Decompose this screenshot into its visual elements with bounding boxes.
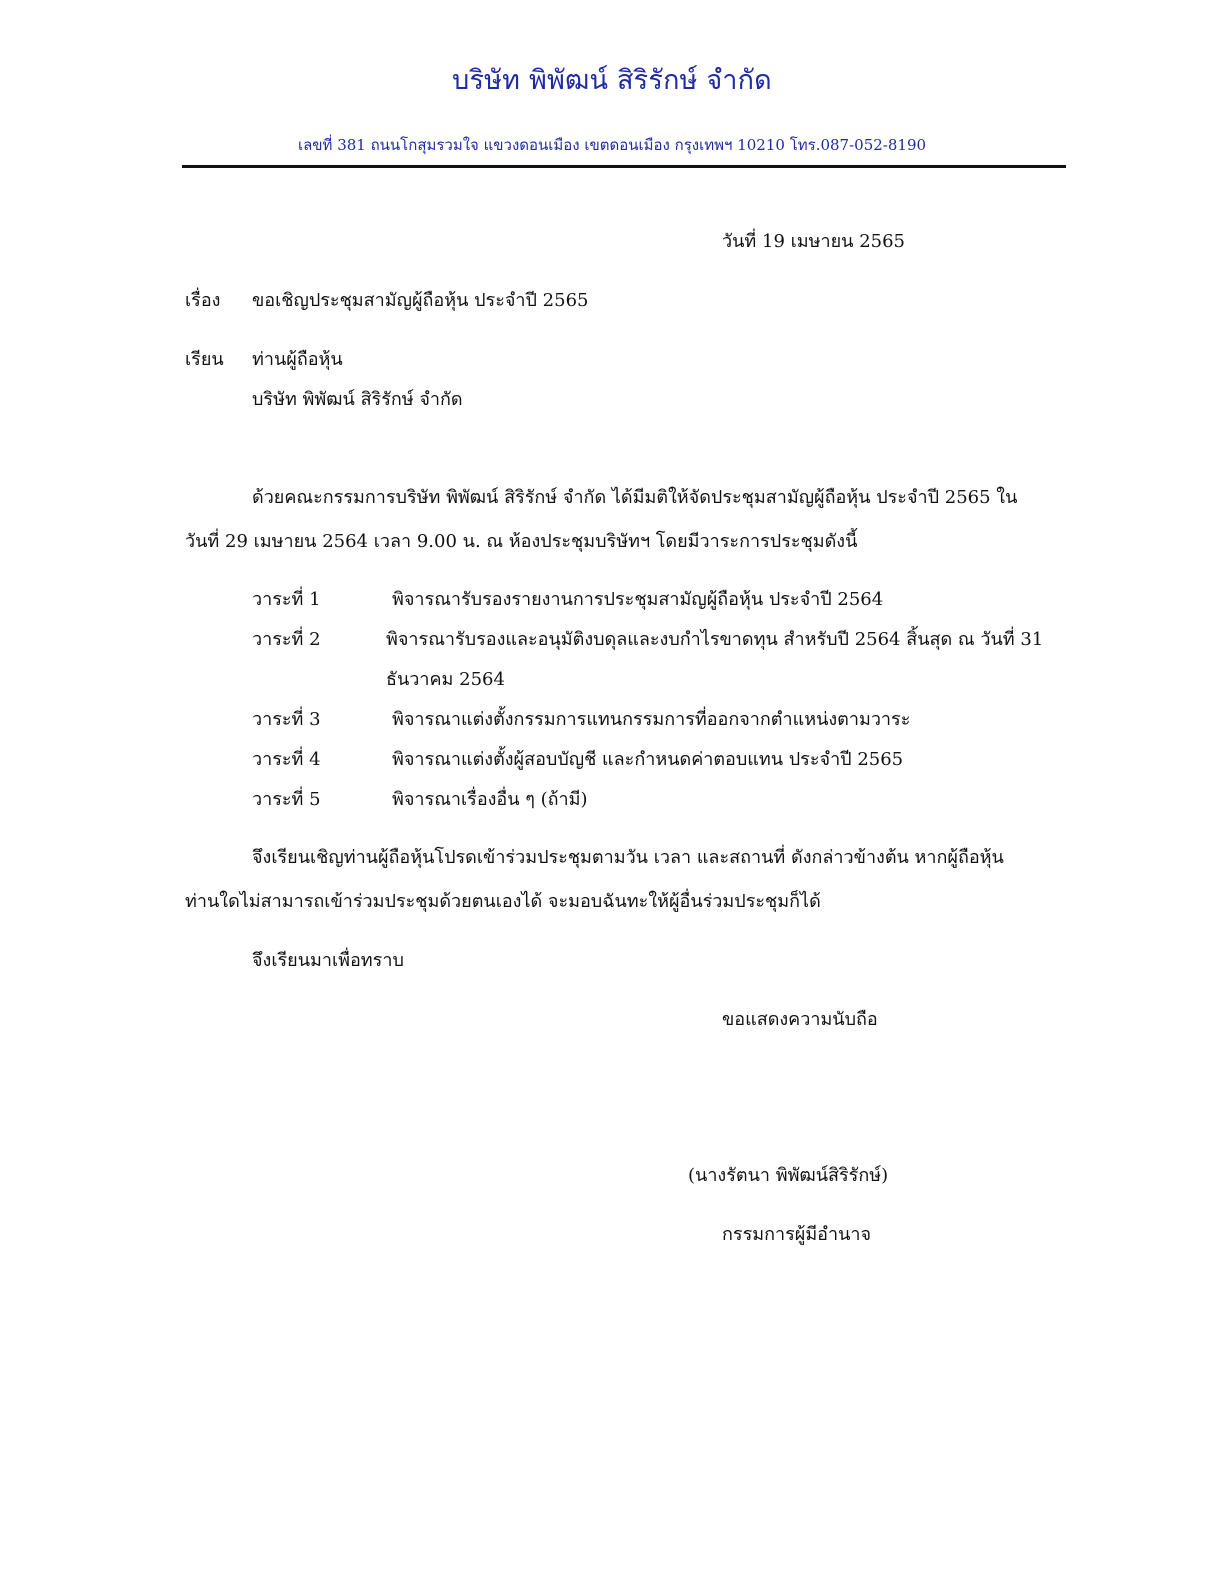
agenda-5-label: วาระที่ 5 (252, 789, 321, 810)
header-divider (182, 165, 1066, 168)
signer-name: (นางรัตนา พิพัฒน์สิริรักษ์) (688, 1165, 889, 1186)
invitation-paragraph-line-2: ท่านใดไม่สามารถเข้าร่วมประชุมด้วยตนเองได้ จะมอบฉันทะให้ผู้อื่นร่วมประชุมก็ได้ (185, 891, 821, 912)
intro-paragraph-line-2: วันที่ 29 เมษายน 2564 เวลา 9.00 น. ณ ห้องประชุมบริษัทฯ โดยมีวาระการประชุมดังนี้ (185, 531, 858, 552)
agenda-4-label: วาระที่ 4 (252, 749, 321, 770)
invitation-paragraph-line-1: จึงเรียนเชิญท่านผู้ถือหุ้นโปรดเข้าร่วมประชุมตามวัน เวลา และสถานที่ ดังกล่าวข้างต้น หากผู้ถือหุ้น (252, 847, 1004, 868)
agenda-4-text: พิจารณาแต่งตั้งผู้สอบบัญชี และกำหนดค่าตอบแทน ประจำปี 2565 (392, 749, 904, 770)
agenda-2-text: พิจารณารับรองและอนุมัติงบดุลและงบกำไรขาดทุน สำหรับปี 2564 สิ้นสุด ณ วันที่ 31 (386, 629, 1044, 650)
signer-title: กรรมการผู้มีอำนาจ (722, 1224, 872, 1245)
letter-date: วันที่ 19 เมษายน 2565 (722, 231, 905, 252)
agenda-5-text: พิจารณาเรื่องอื่น ๆ (ถ้ามี) (392, 789, 588, 810)
recipient-line-1: ท่านผู้ถือหุ้น (252, 349, 343, 370)
closing-inform: จึงเรียนมาเพื่อทราบ (252, 950, 404, 971)
recipient-line-2: บริษัท พิพัฒน์ สิริรักษ์ จำกัด (252, 389, 463, 410)
agenda-1-label: วาระที่ 1 (252, 589, 321, 610)
company-name: บริษัท พิพัฒน์ สิริรักษ์ จำกัด (452, 65, 772, 96)
agenda-1-text: พิจารณารับรองรายงานการประชุมสามัญผู้ถือหุ้น ประจำปี 2564 (392, 589, 884, 610)
closing-regards: ขอแสดงความนับถือ (722, 1009, 878, 1030)
agenda-2-label: วาระที่ 2 (252, 629, 321, 650)
agenda-3-label: วาระที่ 3 (252, 709, 321, 730)
company-address: เลขที่ 381 ถนนโกสุมรวมใจ แขวงดอนเมือง เขตดอนเมือง กรุงเทพฯ 10210 โทร.087-052-8190 (297, 136, 927, 154)
subject-label: เรื่อง (185, 290, 221, 311)
subject-text: ขอเชิญประชุมสามัญผู้ถือหุ้น ประจำปี 2565 (252, 290, 589, 311)
intro-paragraph-line-1: ด้วยคณะกรรมการบริษัท พิพัฒน์ สิริรักษ์ จำกัด ได้มีมติให้จัดประชุมสามัญผู้ถือหุ้น ประจำปี 2565 ใน (252, 487, 1018, 508)
recipient-label: เรียน (185, 349, 224, 370)
agenda-3-text: พิจารณาแต่งตั้งกรรมการแทนกรรมการที่ออกจากตำแหน่งตามวาระ (392, 709, 911, 730)
agenda-2-continuation: ธันวาคม 2564 (386, 669, 505, 690)
